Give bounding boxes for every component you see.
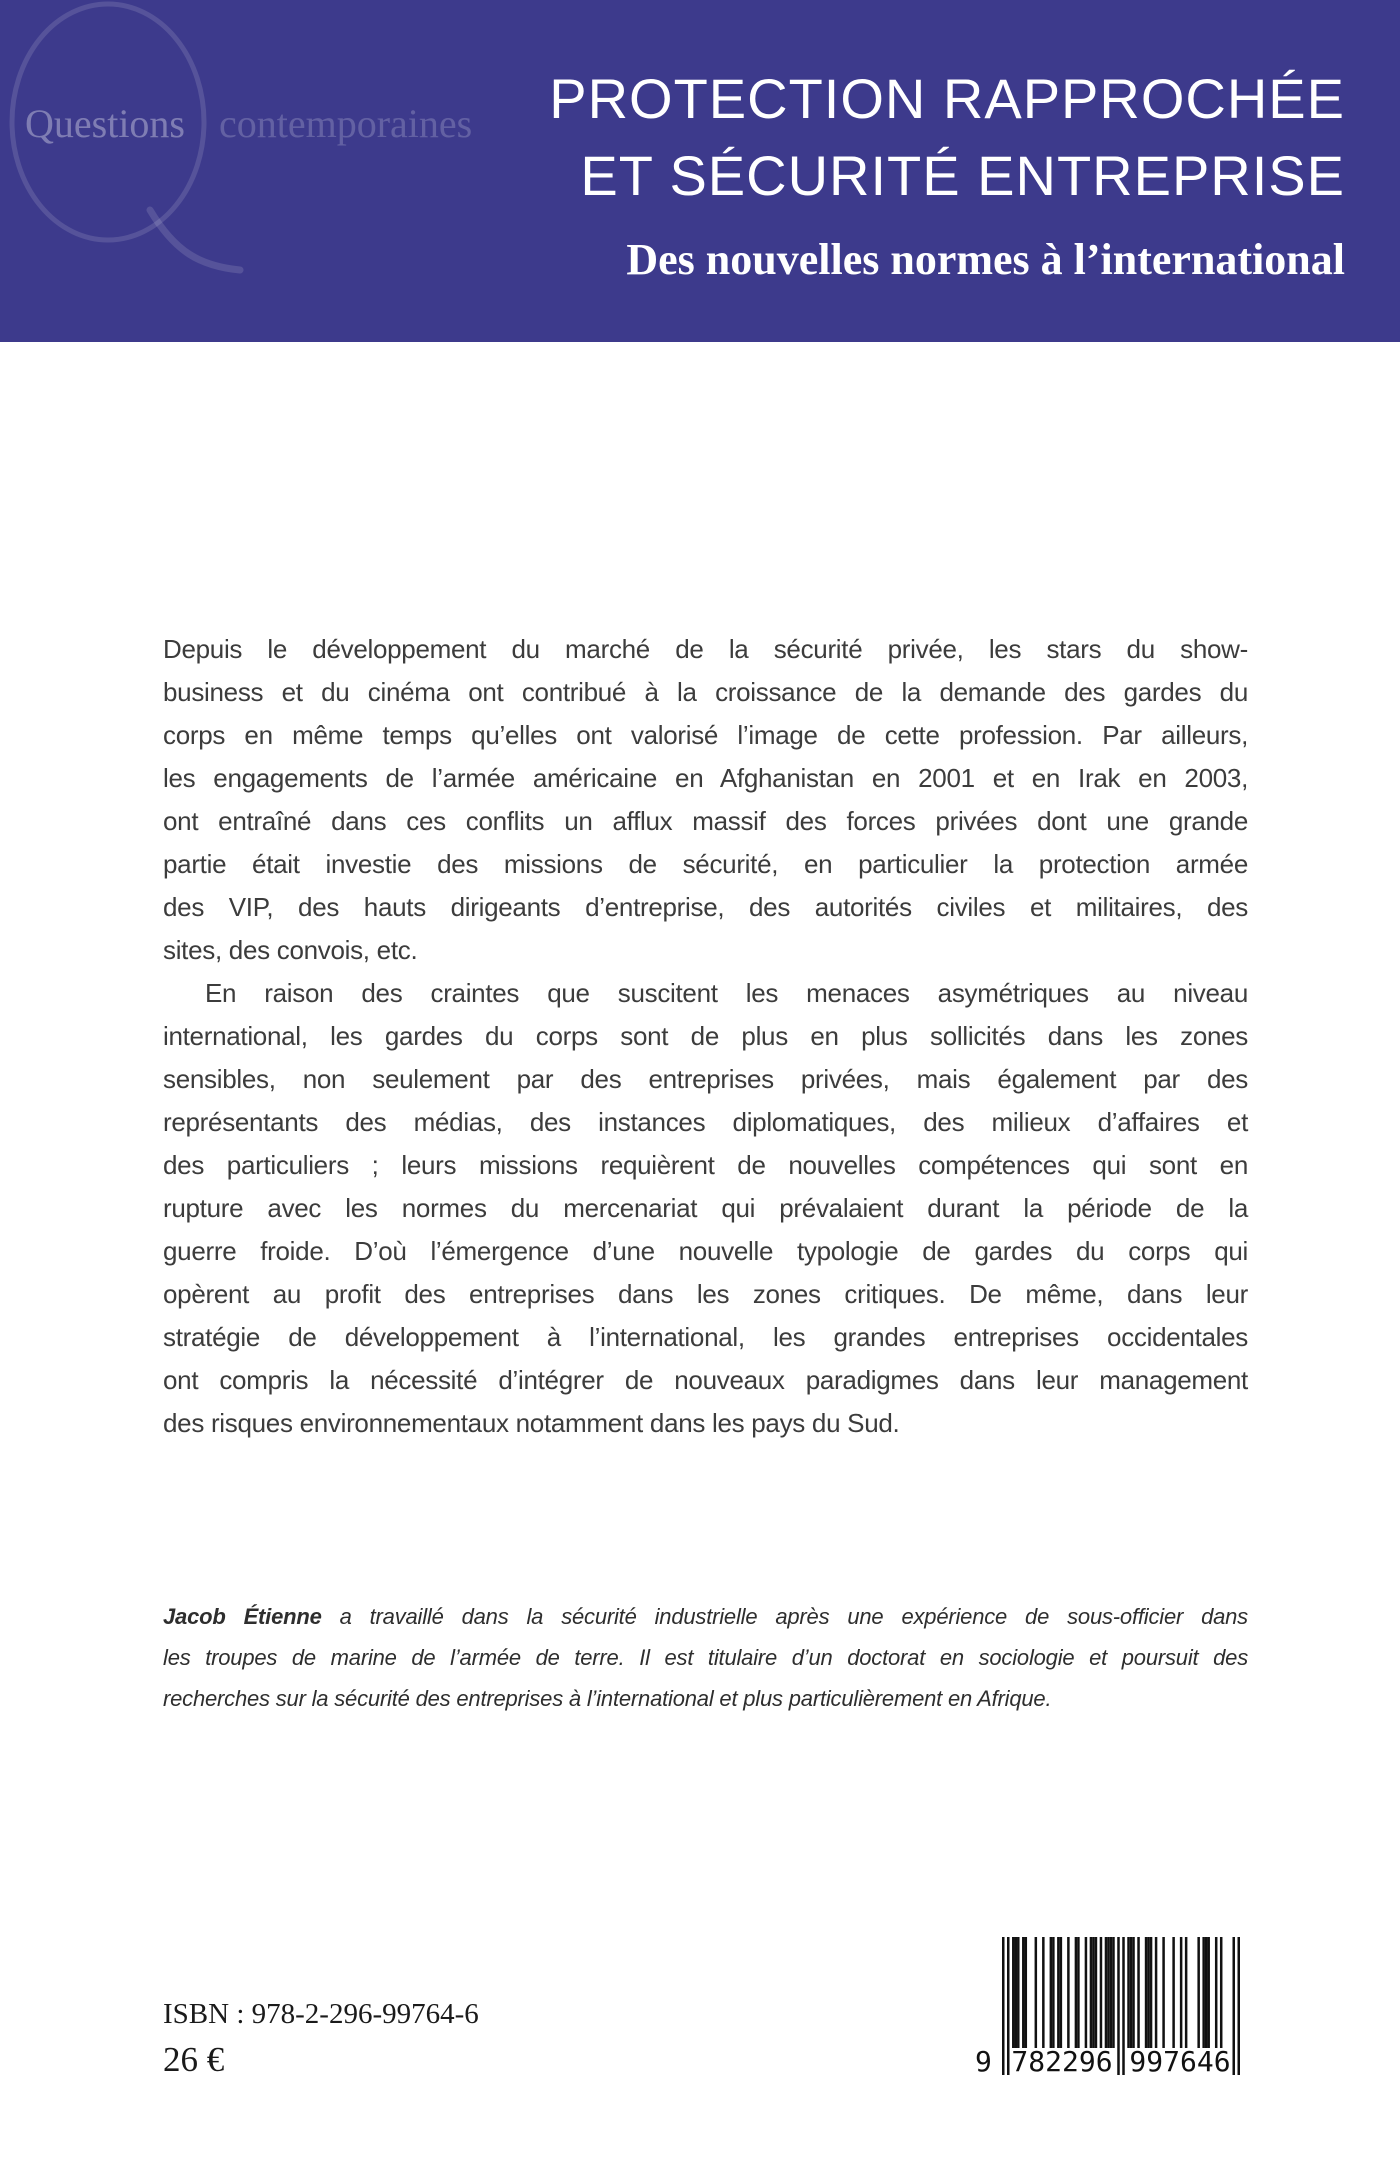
text-line: guerre froide. D’où l’émergence d’une nouvelle typologie de gardes du corps qui (163, 1236, 1248, 1266)
book-title (549, 60, 1345, 214)
text-line: représentants des médias, des instances diplomatiques, des milieux d’affaires et (163, 1107, 1248, 1137)
text-line: Depuis le développement du marché de la sécurité privée, les stars du show- (163, 634, 1248, 664)
text-line: ont entraîné dans ces conflits un afflux massif des forces privées dont une grande (163, 806, 1248, 836)
text-line: opèrent au profit des entreprises dans les zones critiques. De même, dans leur (163, 1279, 1248, 1309)
barcode-digit-first: 9 (975, 2045, 992, 2078)
header-band (0, 0, 1400, 342)
text-line: rupture avec les normes du mercenariat qui prévalaient durant la période de la (163, 1193, 1248, 1223)
text-line: sensibles, non seulement par des entreprises privées, mais également par des (163, 1064, 1248, 1094)
text-line: En raison des craintes que suscitent les menaces asymétriques au niveau (205, 978, 1248, 1008)
title-block (549, 60, 1345, 285)
book-subtitle: Des nouvelles normes à l’international (626, 235, 1345, 284)
synopsis-paragraph-1 (163, 628, 1248, 972)
ean-barcode (975, 1937, 1240, 2078)
book-title-line-2: ET SÉCURITÉ ENTREPRISE (580, 144, 1345, 207)
text-line: partie était investie des missions de sécurité, en particulier la protection armée (163, 849, 1248, 879)
text-line: corps en même temps qu’elles ont valorisé l’image de cette profession. Par ailleurs, (163, 720, 1248, 750)
bio-line-3: recherches sur la sécurité des entreprises à l’international et plus particulièrement en Afrique. (163, 1686, 1052, 1711)
isbn-text: ISBN : 978-2-296-99764-6 (163, 1998, 479, 2030)
text-line: des VIP, des hauts dirigeants d’entreprise, des autorités civiles et militaires, des (163, 892, 1248, 922)
barcode-digits-left: 782296 (1011, 2045, 1113, 2078)
barcode-digits-right: 997646 (1129, 2045, 1231, 2078)
text-line: sites, des convois, etc. (163, 935, 418, 965)
collection-label (25, 100, 472, 147)
author-name: Jacob Étienne (163, 1604, 322, 1629)
bio-line-1-text: a travaillé dans la sécurité industrielle après une expérience de sous-officier dans (321, 1604, 1248, 1629)
author-bio (163, 1596, 1248, 1719)
collection-word-1: Questions (25, 101, 185, 146)
bio-line-2: les troupes de marine de l’armée de terre. Il est titulaire d’un doctorat en sociologie et poursuit des (163, 1645, 1248, 1670)
q-watermark-icon (0, 0, 500, 342)
synopsis-text (163, 628, 1248, 1445)
bio-line-1 (163, 1596, 1248, 1637)
text-line: les engagements de l’armée américaine en Afghanistan en 2001 et en Irak en 2003, (163, 763, 1248, 793)
text-line: des risques environnementaux notamment dans les pays du Sud. (163, 1408, 900, 1438)
text-line: stratégie de développement à l’international, les grandes entreprises occidentales (163, 1322, 1248, 1352)
collection-word-2: contemporaines (219, 101, 473, 146)
book-title-line-1: PROTECTION RAPPROCHÉE (549, 67, 1345, 130)
text-line: international, les gardes du corps sont de plus en plus sollicités dans les zones (163, 1021, 1248, 1051)
text-line: des particuliers ; leurs missions requièrent de nouvelles compétences qui sont en (163, 1150, 1248, 1180)
text-line: ont compris la nécessité d’intégrer de nouveaux paradigmes dans leur management (163, 1365, 1248, 1395)
text-line: business et du cinéma ont contribué à la croissance de la demande des gardes du (163, 677, 1248, 707)
synopsis-paragraph-2 (163, 972, 1248, 1445)
price-label: 26 € (163, 2040, 225, 2079)
